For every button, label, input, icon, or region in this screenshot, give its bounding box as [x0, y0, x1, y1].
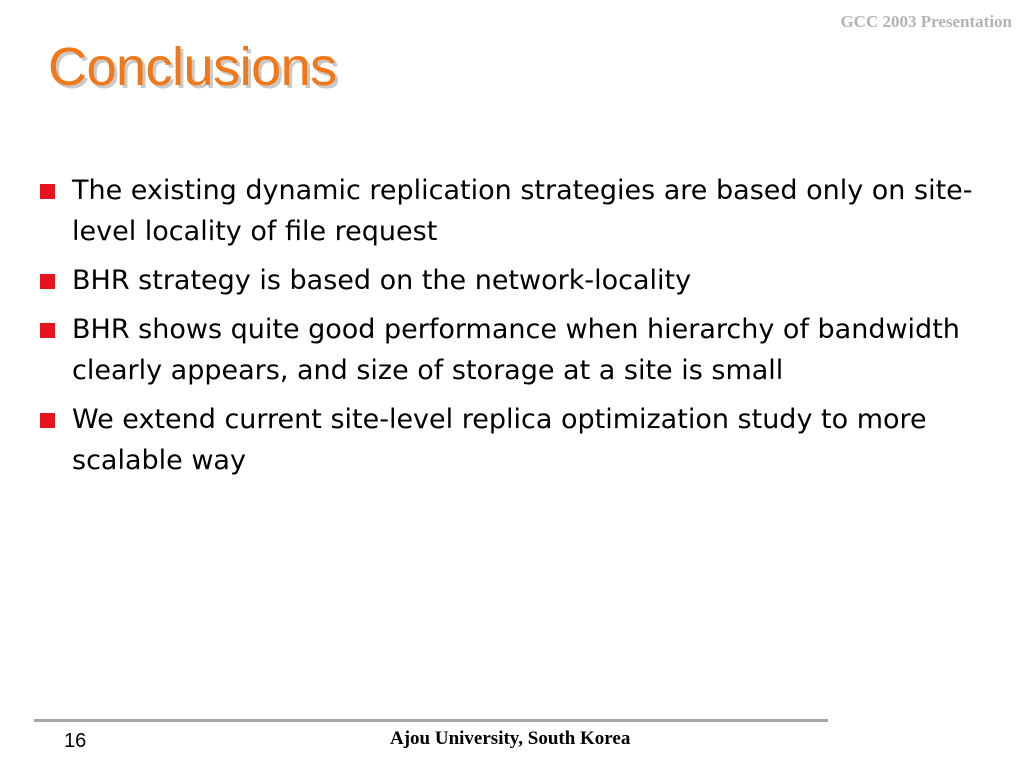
- bullet-text: BHR shows quite good performance when hierarchy of bandwidth clearly appears, and size of storage at a site is small: [72, 314, 960, 386]
- bullet-item: [36, 309, 996, 391]
- square-bullet-icon: [40, 413, 55, 428]
- footer-affiliation: Ajou University, South Korea: [390, 728, 631, 749]
- footer-divider: [34, 719, 828, 722]
- page-number: 16: [64, 730, 87, 752]
- square-bullet-icon: [40, 274, 55, 289]
- bullet-list: [36, 170, 996, 489]
- bullet-item: [36, 399, 996, 481]
- slide-title: Conclusions: [48, 37, 337, 97]
- bullet-item: [36, 260, 996, 301]
- bullet-text: We extend current site-level replica optimization study to more scalable way: [72, 404, 927, 476]
- bullet-item: [36, 170, 996, 252]
- square-bullet-icon: [40, 184, 55, 199]
- header-note: GCC 2003 Presentation: [840, 12, 1012, 31]
- bullet-text: The existing dynamic replication strategies are based only on site-level locality of file request: [72, 175, 973, 247]
- square-bullet-icon: [40, 323, 55, 338]
- bullet-text: BHR strategy is based on the network-locality: [72, 265, 692, 296]
